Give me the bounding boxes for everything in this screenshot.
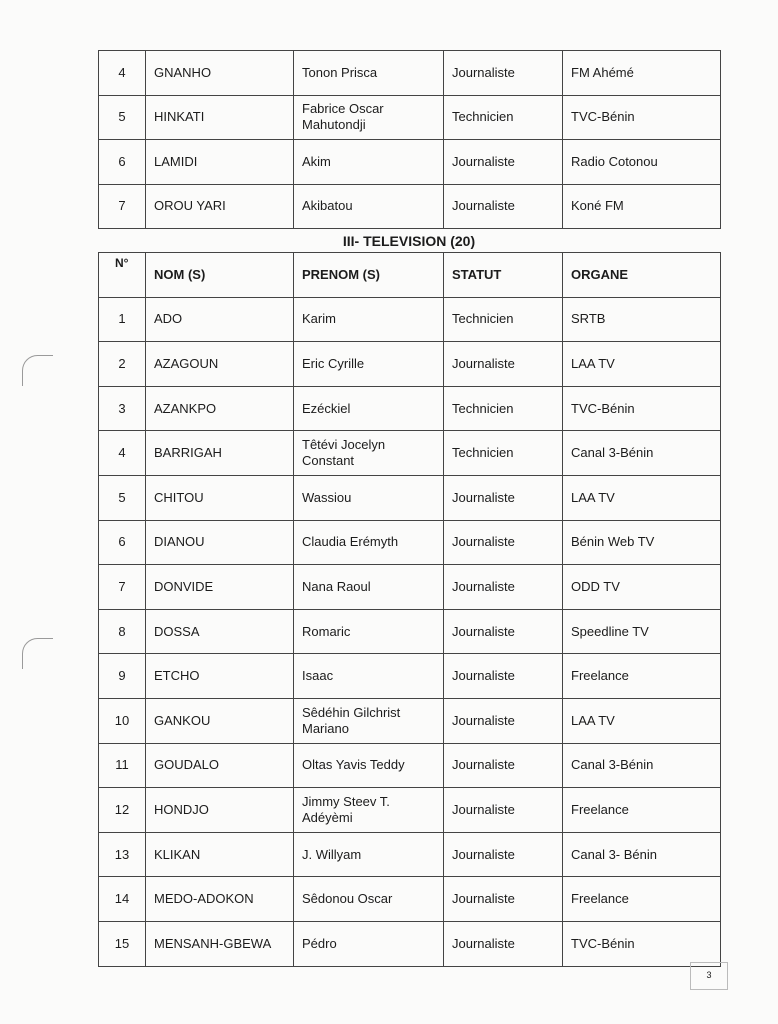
cell-num: 14 <box>99 877 146 922</box>
cell-prenom: J. Willyam <box>294 832 444 877</box>
cell-organe: LAA TV <box>563 342 721 387</box>
header-statut: STATUT <box>444 253 563 298</box>
cell-statut: Journaliste <box>444 565 563 610</box>
cell-organe: Koné FM <box>563 184 721 229</box>
television-table <box>98 252 721 967</box>
cell-num: 4 <box>99 431 146 476</box>
cell-organe: TVC-Bénin <box>563 386 721 431</box>
table-row <box>99 788 721 833</box>
cell-statut: Journaliste <box>444 520 563 565</box>
cell-num: 4 <box>99 51 146 96</box>
cell-organe: Canal 3-Bénin <box>563 743 721 788</box>
table-row <box>99 921 721 966</box>
cell-nom: DONVIDE <box>146 565 294 610</box>
cell-statut: Technicien <box>444 386 563 431</box>
radio-table-continued <box>98 50 721 229</box>
cell-prenom: Akibatou <box>294 184 444 229</box>
cell-nom: OROU YARI <box>146 184 294 229</box>
cell-num: 13 <box>99 832 146 877</box>
cell-nom: MEDO-ADOKON <box>146 877 294 922</box>
cell-nom: DIANOU <box>146 520 294 565</box>
cell-organe: TVC-Bénin <box>563 95 721 140</box>
table-row <box>99 877 721 922</box>
table-row <box>99 698 721 743</box>
cell-organe: LAA TV <box>563 475 721 520</box>
cell-num: 5 <box>99 95 146 140</box>
cell-organe: FM Ahémé <box>563 51 721 96</box>
cell-num: 11 <box>99 743 146 788</box>
cell-num: 15 <box>99 921 146 966</box>
cell-statut: Journaliste <box>444 877 563 922</box>
cell-nom: GOUDALO <box>146 743 294 788</box>
cell-prenom: Eric Cyrille <box>294 342 444 387</box>
cell-nom: HINKATI <box>146 95 294 140</box>
cell-prenom: Sêdonou Oscar <box>294 877 444 922</box>
cell-organe: Canal 3- Bénin <box>563 832 721 877</box>
table-row <box>99 609 721 654</box>
cell-organe: Freelance <box>563 877 721 922</box>
cell-prenom: Wassiou <box>294 475 444 520</box>
cell-prenom: Karim <box>294 297 444 342</box>
cell-organe: ODD TV <box>563 565 721 610</box>
section-title: III- TELEVISION (20) <box>342 233 476 249</box>
cell-organe: SRTB <box>563 297 721 342</box>
cell-num: 3 <box>99 386 146 431</box>
cell-statut: Journaliste <box>444 184 563 229</box>
cell-nom: HONDJO <box>146 788 294 833</box>
table-row <box>99 95 721 140</box>
cell-nom: BARRIGAH <box>146 431 294 476</box>
table-row <box>99 743 721 788</box>
cell-statut: Journaliste <box>444 832 563 877</box>
header-prenom: PRENOM (S) <box>294 253 444 298</box>
punch-hole-mark <box>22 638 53 669</box>
cell-statut: Journaliste <box>444 475 563 520</box>
cell-num: 5 <box>99 475 146 520</box>
table-row <box>99 184 721 229</box>
cell-organe: LAA TV <box>563 698 721 743</box>
cell-prenom: Sêdéhin Gilchrist Mariano <box>294 698 444 743</box>
cell-num: 8 <box>99 609 146 654</box>
cell-prenom: Pédro <box>294 921 444 966</box>
cell-statut: Journaliste <box>444 698 563 743</box>
cell-prenom: Ezéckiel <box>294 386 444 431</box>
cell-statut: Journaliste <box>444 654 563 699</box>
cell-nom: AZANKPO <box>146 386 294 431</box>
cell-statut: Journaliste <box>444 51 563 96</box>
cell-organe: Canal 3-Bénin <box>563 431 721 476</box>
cell-prenom: Isaac <box>294 654 444 699</box>
cell-num: 1 <box>99 297 146 342</box>
cell-organe: Freelance <box>563 654 721 699</box>
table-row <box>99 342 721 387</box>
cell-nom: DOSSA <box>146 609 294 654</box>
cell-prenom: Tonon Prisca <box>294 51 444 96</box>
cell-num: 7 <box>99 184 146 229</box>
header-organe: ORGANE <box>563 253 721 298</box>
cell-num: 6 <box>99 140 146 185</box>
table-row <box>99 431 721 476</box>
cell-prenom: Romaric <box>294 609 444 654</box>
cell-prenom: Akim <box>294 140 444 185</box>
cell-nom: AZAGOUN <box>146 342 294 387</box>
cell-statut: Journaliste <box>444 743 563 788</box>
header-num: N° <box>99 253 146 298</box>
cell-statut: Journaliste <box>444 788 563 833</box>
table-row <box>99 475 721 520</box>
cell-num: 12 <box>99 788 146 833</box>
table-row <box>99 832 721 877</box>
cell-prenom: Jimmy Steev T. Adéyèmi <box>294 788 444 833</box>
cell-num: 2 <box>99 342 146 387</box>
cell-nom: ADO <box>146 297 294 342</box>
cell-num: 10 <box>99 698 146 743</box>
cell-num: 7 <box>99 565 146 610</box>
cell-organe: Radio Cotonou <box>563 140 721 185</box>
header-nom: NOM (S) <box>146 253 294 298</box>
table-row <box>99 565 721 610</box>
cell-statut: Technicien <box>444 431 563 476</box>
cell-prenom: Oltas Yavis Teddy <box>294 743 444 788</box>
page-number: 3 <box>690 962 728 990</box>
table-row <box>99 297 721 342</box>
cell-num: 9 <box>99 654 146 699</box>
table-row <box>99 140 721 185</box>
cell-organe: Freelance <box>563 788 721 833</box>
cell-nom: GANKOU <box>146 698 294 743</box>
cell-num: 6 <box>99 520 146 565</box>
table-row <box>99 654 721 699</box>
cell-statut: Technicien <box>444 297 563 342</box>
table-row <box>99 51 721 96</box>
cell-prenom: Claudia Erémyth <box>294 520 444 565</box>
cell-statut: Journaliste <box>444 140 563 185</box>
cell-nom: MENSANH-GBEWA <box>146 921 294 966</box>
cell-prenom: Têtévi Jocelyn Constant <box>294 431 444 476</box>
cell-organe: Bénin Web TV <box>563 520 721 565</box>
cell-nom: ETCHO <box>146 654 294 699</box>
table-row <box>99 386 721 431</box>
cell-organe: TVC-Bénin <box>563 921 721 966</box>
cell-prenom: Nana Raoul <box>294 565 444 610</box>
cell-statut: Journaliste <box>444 609 563 654</box>
table-header-row <box>99 253 721 298</box>
cell-prenom: Fabrice Oscar Mahutondji <box>294 95 444 140</box>
cell-nom: LAMIDI <box>146 140 294 185</box>
cell-nom: GNANHO <box>146 51 294 96</box>
punch-hole-mark <box>22 355 53 386</box>
cell-nom: CHITOU <box>146 475 294 520</box>
cell-statut: Journaliste <box>444 342 563 387</box>
cell-nom: KLIKAN <box>146 832 294 877</box>
cell-statut: Technicien <box>444 95 563 140</box>
cell-statut: Journaliste <box>444 921 563 966</box>
table-row <box>99 520 721 565</box>
cell-organe: Speedline TV <box>563 609 721 654</box>
